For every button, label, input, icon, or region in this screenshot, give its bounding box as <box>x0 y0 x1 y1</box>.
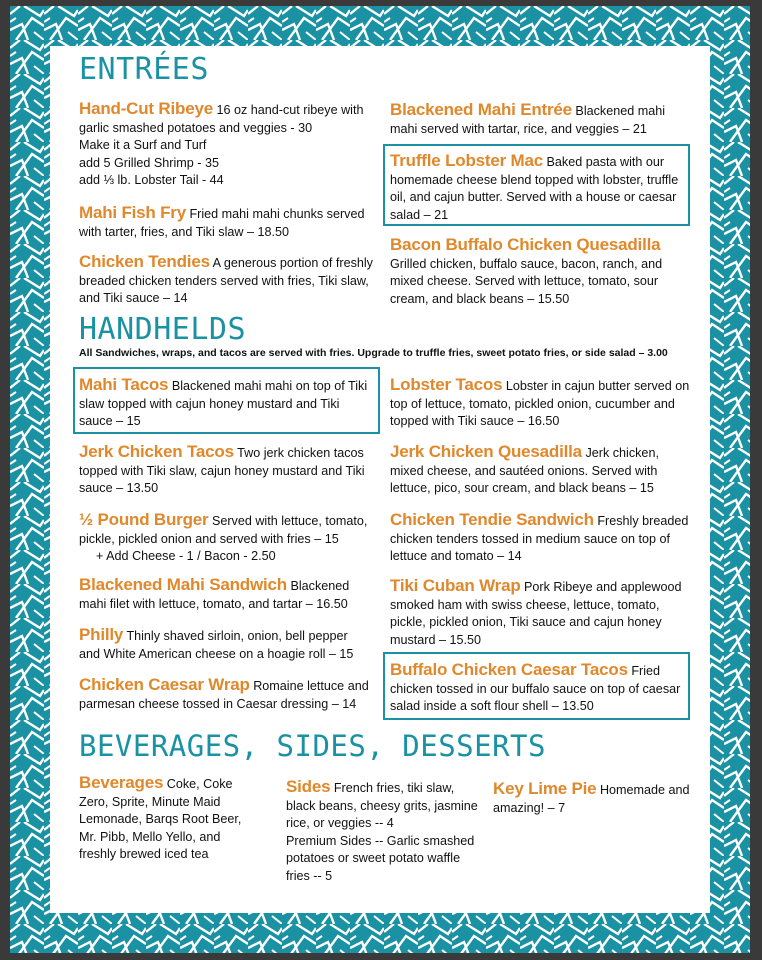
item-extra: add 5 Grilled Shrimp - 35 <box>79 155 219 170</box>
item-desc: Jerk chicken, mixed cheese, and sautéed onions. Served with lettuce, pico, sour cream, and black beans – 15 <box>390 446 659 495</box>
item-extra: Make it a Surf and Turf <box>79 138 207 152</box>
item-desc: Coke, Coke Zero, Sprite, Minute Maid Lemonade, Barqs Root Beer, Mr. Pibb, Mello Yello, and freshly brewed iced tea <box>79 777 242 861</box>
item-desc: Lobster in cajun butter served on top of lettuce, tomato, pickled onion, cucumber and topped with Tiki sauce – 16.50 <box>390 379 690 428</box>
item-desc: Blackened mahi mahi served with tartar, rice, and veggies – 21 <box>390 104 666 136</box>
item-desc: Baked pasta with our homemade cheese blend topped with lobster, truffle oil, and cajun butter. Served with a house or caesar salad – 21 <box>390 155 679 222</box>
item-desc: A generous portion of freshly breaded chicken tenders served with fries, Tiki slaw, and Tiki sauce – 14 <box>79 256 373 305</box>
menu-item-jerk-chicken-tacos <box>79 443 369 498</box>
menu-item-blackened-mahi-entree <box>390 101 690 138</box>
menu-item-half-pound-burger <box>79 511 369 566</box>
menu-item-chicken-tendie-sandwich <box>390 511 690 566</box>
item-desc: Romaine lettuce and parmesan cheese tossed in Caesar dressing – 14 <box>79 679 369 711</box>
menu-item-chicken-caesar-wrap <box>79 676 371 713</box>
item-name: Blackened Mahi Sandwich <box>79 575 287 594</box>
item-name: Buffalo Chicken Caesar Tacos <box>390 660 628 679</box>
menu-item-buffalo-chicken-caesar-tacos <box>390 661 682 716</box>
item-desc: Fried chicken tossed in our buffalo sauce on top of caesar salad inside a soft flour shell – 13.50 <box>390 664 681 713</box>
menu-item-tiki-cuban-wrap <box>390 577 690 649</box>
item-name: Chicken Tendies <box>79 252 210 271</box>
item-name: Truffle Lobster Mac <box>390 151 544 170</box>
item-name: Key Lime Pie <box>493 779 597 798</box>
item-name: Blackened Mahi Entrée <box>390 100 572 119</box>
menu-item-lobster-tacos <box>390 376 690 431</box>
item-extra: add ⅓ lb. Lobster Tail - 44 <box>79 173 224 187</box>
item-desc: Thinly shaved sirloin, onion, bell pepper and White American cheese on a hoagie roll – 15 <box>79 629 354 661</box>
menu-item-mahi-tacos <box>79 376 371 431</box>
item-desc: Two jerk chicken tacos topped with Tiki slaw, cajun honey mustard and Tiki sauce – 13.50 <box>79 446 365 495</box>
handhelds-note: All Sandwiches, wraps, and tacos are served with fries. Upgrade to truffle fries, sweet potato fries, or side salad – 3.00 <box>79 347 668 359</box>
item-desc: 16 oz hand-cut ribeye with garlic smashed potatoes and veggies - 30 <box>79 103 364 135</box>
item-desc: Served with lettuce, tomato, pickle, pickled onion and served with fries – 15 <box>79 514 368 546</box>
item-desc: Grilled chicken, buffalo sauce, bacon, ranch, and mixed cheese. Served with lettuce, tomato, sour cream, and black beans – 15.50 <box>390 256 663 306</box>
item-desc: French fries, tiki slaw, black beans, cheesy grits, jasmine rice, or veggies -- 4 <box>286 781 478 830</box>
item-name: ½ Pound Burger <box>79 510 209 529</box>
item-desc: Pork Ribeye and applewood smoked ham with swiss cheese, lettuce, tomato, pickle, pickled onion, Tiki sauce and cajun honey mustard – 15.50 <box>390 580 682 647</box>
menu-item-key-lime-pie <box>493 780 698 817</box>
item-name: Jerk Chicken Tacos <box>79 442 234 461</box>
menu-item-philly <box>79 626 371 663</box>
item-desc: Freshly breaded chicken tenders tossed in medium sauce on top of lettuce and tomato – 14 <box>390 514 689 563</box>
section-title-handhelds: HANDHELDS <box>79 312 247 347</box>
item-name: Hand-Cut Ribeye <box>79 99 213 118</box>
item-name: Sides <box>286 777 331 796</box>
item-name: Chicken Tendie Sandwich <box>390 510 594 529</box>
item-name: Philly <box>79 625 124 644</box>
menu-item-mahi-fish-fry <box>79 204 374 241</box>
item-desc: Blackened mahi filet with lettuce, tomato, and tartar – 16.50 <box>79 579 350 611</box>
menu-item-bacon-buffalo-quesadilla <box>390 236 685 308</box>
item-name: Lobster Tacos <box>390 375 503 394</box>
menu-item-chicken-tendies <box>79 253 374 308</box>
item-desc: Fried mahi mahi chunks served with tarter, fries, and Tiki slaw – 18.50 <box>79 207 365 239</box>
item-name: Tiki Cuban Wrap <box>390 576 521 595</box>
menu-item-beverages <box>79 774 259 864</box>
item-desc: Blackened mahi mahi on top of Tiki slaw topped with cajun honey mustard and Tiki sauce – 15 <box>79 379 368 428</box>
item-name: Beverages <box>79 773 164 792</box>
item-name: Mahi Tacos <box>79 375 169 394</box>
item-name: Mahi Fish Fry <box>79 203 186 222</box>
menu-item-sides <box>286 778 481 885</box>
item-desc: Homemade and amazing! – 7 <box>493 783 690 815</box>
menu-item-jerk-chicken-quesadilla <box>390 443 690 498</box>
item-extra: + Add Cheese - 1 / Bacon - 2.50 <box>96 549 276 563</box>
item-name: Chicken Caesar Wrap <box>79 675 250 694</box>
menu-item-ribeye <box>79 100 389 190</box>
item-name: Jerk Chicken Quesadilla <box>390 442 582 461</box>
section-title-entrees: ENTRÉES <box>79 52 209 87</box>
item-extra: Premium Sides -- Garlic smashed potatoes or sweet potato waffle fries -- 5 <box>286 833 475 883</box>
menu-item-truffle-lobster-mac <box>390 152 685 224</box>
menu-item-blackened-mahi-sandwich <box>79 576 371 613</box>
section-title-beverages-sides-desserts: BEVERAGES, SIDES, DESSERTS <box>79 729 546 763</box>
item-name: Bacon Buffalo Chicken Quesadilla <box>390 235 661 254</box>
